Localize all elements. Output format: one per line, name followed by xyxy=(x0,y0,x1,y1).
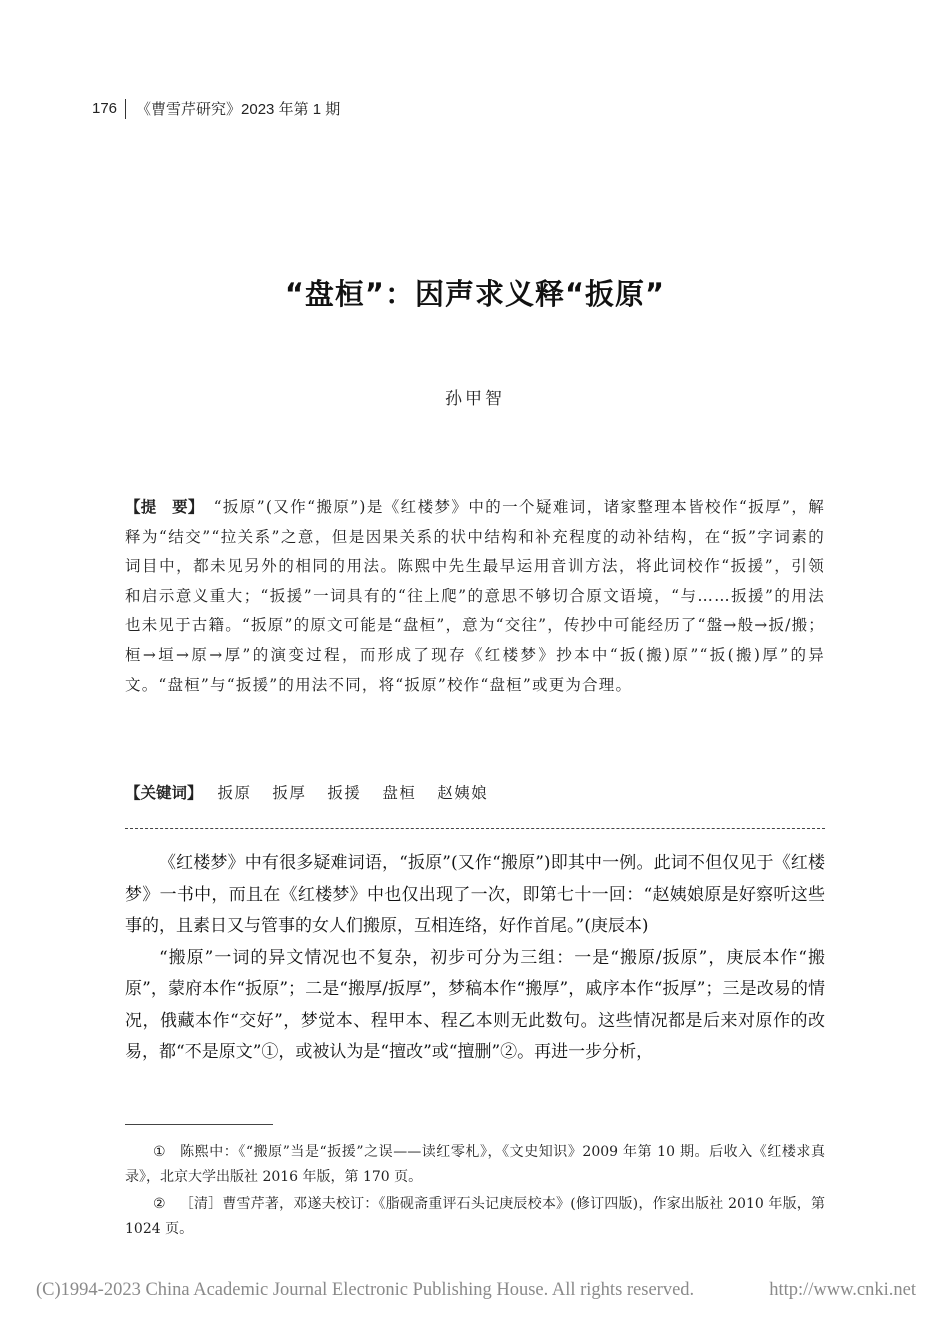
footnote-text: 陈熙中：《“搬原”当是“扳援”之误——读红零札》，《文史知识》2009 年第 10 期。后收入《红楼求真录》，北京大学出版社 2016 年版，第 170 页。 xyxy=(125,1144,825,1185)
header-divider xyxy=(125,99,126,119)
body-text xyxy=(125,848,825,1069)
keyword: 扳厚 xyxy=(272,784,307,802)
footnote-marker: ① xyxy=(153,1144,167,1160)
footnote xyxy=(125,1140,825,1190)
keyword: 赵姨娘 xyxy=(437,784,489,802)
footnote-marker: ② xyxy=(153,1196,166,1212)
keywords-label: 【关键词】 xyxy=(125,784,203,802)
abstract-text: “扳原”(又作“搬原”)是《红楼梦》中的一个疑难词，诸家整理本皆校作“扳厚”，解释为“结交”“拉关系”之意，但是因果关系的状中结构和补充程度的动补结构，在“扳”字词素的词目中，都未见另外的相同的用法。陈熙中先生最早运用音训方法，将此词校作“扳援”，引领和启示意义重大；“扳援”一词具有的“往上爬”的意思不够切合原文语境，“与……扳援”的用法也未见于古籍。“扳原”的原文可能是“盘桓”，意为“交往”，传抄中可能经历了“盤→般→扳/搬；桓→垣→原→厚”的演变过程，而形成了现存《红楼梦》抄本中“扳(搬)原”“扳(搬)厚”的异文。“盘桓”与“扳援”的用法不同，将“扳原”校作“盘桓”或更为合理。 xyxy=(125,498,825,694)
abstract xyxy=(125,493,825,700)
copyright-watermark xyxy=(36,1280,916,1301)
footnote-text: ［清］曹雪芹著，邓遂夫校订：《脂砚斋重评石头记庚辰校本》(修订四版)，作家出版社 2010 年版，第 1024 页。 xyxy=(125,1196,825,1237)
footnote-rule xyxy=(125,1124,273,1125)
journal-name: 《曹雪芹研究》2023 年第 1 期 xyxy=(136,101,341,118)
section-divider xyxy=(125,828,825,829)
article-title: “盘桓”：因声求义释“扳原” xyxy=(284,277,666,311)
page-number: 176 xyxy=(92,100,118,117)
copyright-text: (C)1994-2023 China Academic Journal Electronic Publishing House. All rights reserved. xyxy=(36,1280,695,1300)
keyword: 盘桓 xyxy=(382,784,417,802)
keyword: 扳原 xyxy=(217,784,252,802)
body-paragraph: “搬原”一词的异文情况也不复杂，初步可分为三组：一是“搬原/扳原”，庚辰本作“搬原”，蒙府本作“扳原”；二是“搬厚/扳厚”，梦稿本作“搬厚”，戚序本作“扳厚”；三是改易的情况，俄藏本作“交好”，梦觉本、程甲本、程乙本则无此数句。这些情况都是后来对原作的改易，都“不是原文”①，或被认为是“擅改”或“擅删”②。再进一步分析， xyxy=(125,947,825,1062)
footnote xyxy=(125,1192,825,1242)
keywords xyxy=(125,781,825,803)
author-name: 孙甲智 xyxy=(445,389,505,409)
body-paragraph: 《红楼梦》中有很多疑难词语，“扳原”(又作“搬原”)即其中一例。此词不但仅见于《红楼梦》一书中，而且在《红楼梦》中也仅出现了一次，即第七十一回：“赵姨娘原是好察听这些事的，且素日又与管事的女人们搬原，互相连络，好作首尾。”(庚辰本) xyxy=(125,853,825,936)
keyword: 扳援 xyxy=(327,784,362,802)
abstract-label: 【提 要】 xyxy=(125,498,204,516)
cnki-url: http://www.cnki.net xyxy=(769,1280,916,1300)
footnotes xyxy=(125,1140,825,1244)
running-header xyxy=(92,98,340,119)
